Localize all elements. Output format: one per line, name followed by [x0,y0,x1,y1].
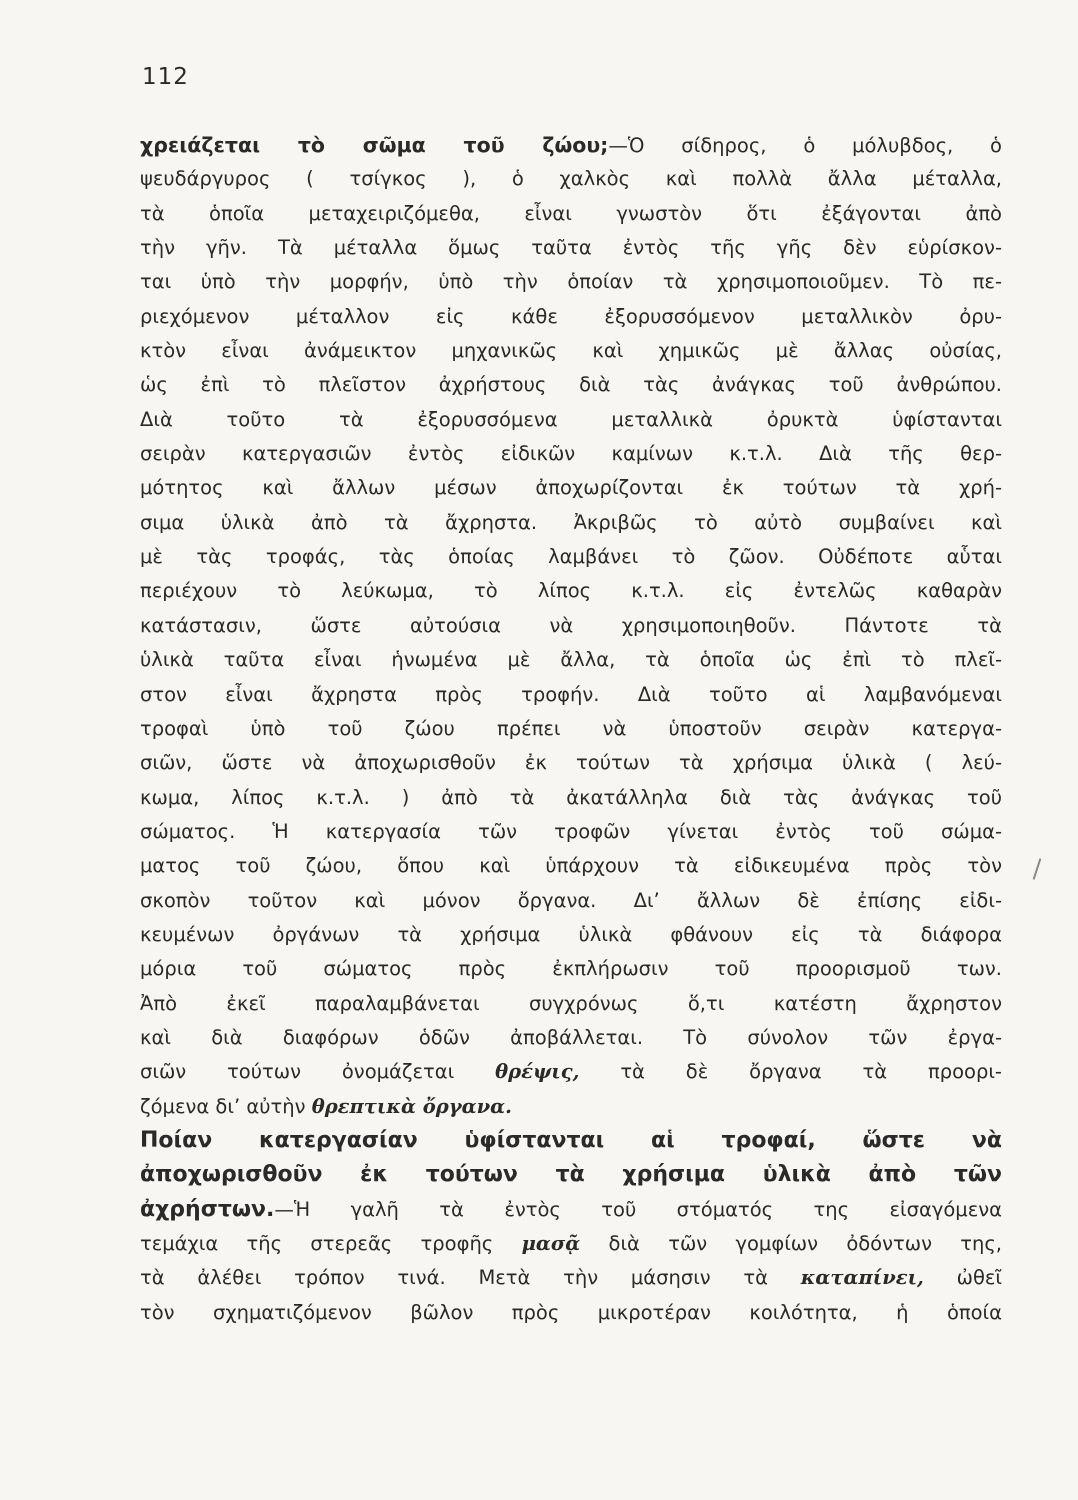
section-heading-line: Ποίαν κατεργασίαν ὑφίστανται αἱ τροφαί, ὥστε νὰ [140,1127,1002,1153]
text-line [140,1055,1002,1089]
text-span: σιῶν τούτων ὀνομάζεται [140,1060,455,1084]
text-line [140,1227,1002,1261]
text-line: κωμα, λίπος κ.τ.λ. ) ἀπὸ τὰ ἀκατάλληλα διὰ τὰς ἀνάγκας τοῦ [140,785,1002,809]
text-line: μὲ τὰς τροφάς, τὰς ὁποίας λαμβάνει τὸ ζῶον. Οὐδέποτε αὗται [140,545,1002,569]
answer-text: —Ἡ γαλῆ τὰ ἐντὸς τοῦ στόματός της εἰσαγόμενα [274,1197,1002,1221]
text-line: τὸν σχηματιζόμενον βῶλον πρὸς μικροτέραν κοιλότητα, ἡ ὁποία [140,1300,1002,1324]
text-line: περιέχουν τὸ λεύκωμα, τὸ λίπος κ.τ.λ. εἰς ἐντελῶς καθαρὰν [140,579,1002,603]
text-span: ζόμενα δι’ αὐτὴν [140,1094,306,1118]
answer-text: —Ὁ σίδηρος, ὁ μόλυβδος, ὁ [608,134,1002,157]
page-number: 112 [142,64,189,90]
text-line: ψευδάργυρος ( τσίγκος ), ὁ χαλκὸς καὶ πολλὰ ἄλλα μέταλλα, [140,167,1002,191]
text-line: Ἀπὸ ἐκεῖ παραλαμβάνεται συγχρόνως ὅ,τι κατέστη ἄχρηστον [140,991,1002,1015]
text-line: ται ὑπὸ τὴν μορφήν, ὑπὸ τὴν ὁποίαν τὰ χρησιμοποιοῦμεν. Τὸ πε- [140,270,1002,294]
text-span: τὰ ἀλέθει τρόπον τινά. Μετὰ τὴν μάσησιν τὰ [140,1266,769,1290]
text-line: κατάστασιν, ὥστε αὐτούσια νὰ χρησιμοποιηθοῦν. Πάντοτε τὰ [140,613,1002,637]
question-text: χρειάζεται τὸ σῶμα τοῦ ζώου; [140,133,609,157]
text-line: καὶ διὰ διαφόρων ὁδῶν ἀποβάλλεται. Τὸ σύνολον τῶν ἐργα- [140,1025,1002,1049]
text-line: σιμα ὑλικὰ ἀπὸ τὰ ἄχρηστα. Ἀκριβῶς τὸ αὐτὸ συμβαίνει καὶ [140,510,1002,534]
text-line: μόρια τοῦ σώματος πρὸς ἐκπλήρωσιν τοῦ προορισμοῦ των. [140,957,1002,981]
text-line: ματος τοῦ ζώου, ὅπου καὶ ὑπάρχουν τὰ εἰδικευμένα πρὸς τὸν [140,854,1002,878]
text-line: τὴν γῆν. Τὰ μέταλλα ὅμως ταῦτα ἐντὸς τῆς γῆς δὲν εὑρίσκον- [140,236,1002,260]
text-line: ὑλικὰ ταῦτα εἶναι ἡνωμένα μὲ ἄλλα, τὰ ὁποῖα ὡς ἐπὶ τὸ πλεῖ- [140,648,1002,672]
term-katapinei: καταπίνει, [800,1266,924,1290]
text-line: κευμένων ὀργάνων τὰ χρήσιμα ὑλικὰ φθάνουν εἰς τὰ διάφορα [140,922,1002,946]
margin-mark [1033,858,1042,880]
text-line: σιῶν, ὥστε νὰ ἀποχωρισθοῦν ἐκ τούτων τὰ χρήσιμα ὑλικὰ ( λεύ- [140,751,1002,775]
text-line: ὡς ἐπὶ τὸ πλεῖστον ἀχρήστους διὰ τὰς ἀνάγκας τοῦ ἀνθρώπου. [140,373,1002,397]
section-heading-end: ἀχρήστων. [140,1196,275,1222]
text-line [140,1261,1002,1295]
term-threpsis: θρέψις, [495,1060,580,1084]
text-span: ὠθεῖ [956,1266,1003,1290]
text-span: διὰ τῶν γομφίων ὀδόντων της, [608,1232,1003,1255]
text-line: κτὸν εἶναι ἀνάμεικτον μηχανικῶς καὶ χημικῶς μὲ ἄλλας οὐσίας, [140,339,1002,363]
text-span: τεμάχια τῆς στερεᾶς τροφῆς [140,1232,494,1255]
text-line: σκοπὸν τοῦτον καὶ μόνον ὄργανα. Δι’ ἄλλων δὲ ἐπίσης εἰδι- [140,888,1002,912]
text-line: τροφαὶ ὑπὸ τοῦ ζώου πρέπει νὰ ὑποστοῦν σειρὰν κατεργα- [140,716,1002,740]
text-span: τὰ δὲ ὄργανα τὰ προορι- [620,1060,1002,1084]
term-threptika-organa: θρεπτικὰ ὄργανα. [311,1094,512,1118]
section-heading-line: ἀποχωρισθοῦν ἐκ τούτων τὰ χρήσιμα ὑλικὰ ἀπὸ τῶν [140,1162,1002,1188]
text-line [140,128,1002,162]
text-line: σώματος. Ἡ κατεργασία τῶν τροφῶν γίνεται ἐντὸς τοῦ σώμα- [140,819,1002,843]
text-line: στον εἶναι ἄχρηστα πρὸς τροφήν. Διὰ τοῦτο αἱ λαμβανόμεναι [140,682,1002,706]
text-line [140,1193,1002,1227]
term-masa: μασᾷ [521,1232,581,1255]
body-text [140,128,1002,1330]
text-line: σειρὰν κατεργασιῶν ἐντὸς εἰδικῶν καμίνων κ.τ.λ. Διὰ τῆς θερ- [140,442,1002,466]
text-line: Διὰ τοῦτο τὰ ἐξορυσσόμενα μεταλλικὰ ὀρυκτὰ ὑφίστανται [140,407,1002,431]
text-line: ριεχόμενον μέταλλον εἰς κάθε ἐξορυσσόμενον μεταλλικὸν ὀρυ- [140,304,1002,328]
text-line: τὰ ὁποῖα μεταχειριζόμεθα, εἶναι γνωστὸν ὅτι ἐξάγονται ἀπὸ [140,201,1002,225]
text-line [140,1090,1002,1124]
text-line: μότητος καὶ ἄλλων μέσων ἀποχωρίζονται ἐκ τούτων τὰ χρή- [140,476,1002,500]
